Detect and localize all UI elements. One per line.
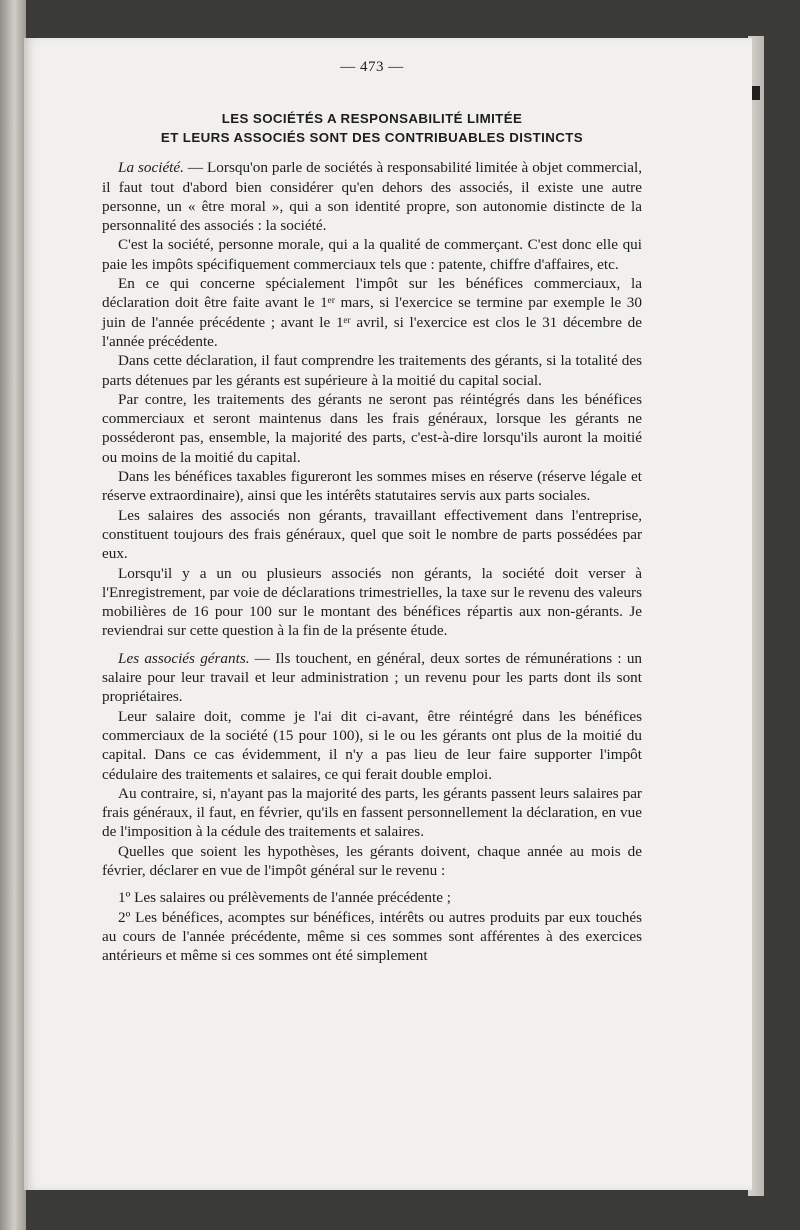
- paragraph-la-societe: [102, 158, 642, 235]
- paragraph: Leur salaire doit, comme je l'ai dit ci-avant, être réintégré dans les bénéfices commerciaux de la société (15 pour 100), si le ou les gérants ont plus de la moitié du capital. Dans ce cas évidemment, il n'y a pas lieu de leur faire supporter l'impôt cédulaire des traitements et salaires, ce qui ferait double emploi.: [102, 707, 642, 783]
- page-number: — 473 —: [340, 59, 404, 75]
- paragraph-lead: Les associés gérants.: [118, 649, 250, 667]
- heading-line-1: LES SOCIÉTÉS A RESPONSABILITÉ LIMITÉE: [221, 111, 523, 127]
- paragraph: Les salaires des associés non gérants, travaillant effectivement dans l'entreprise, constituent toujours des frais généraux, quel que soit le nombre de parts possédées par eux.: [102, 506, 642, 563]
- list-item: 2º Les bénéfices, acomptes sur bénéfices, intérêts ou autres produits par eux touchés au cours de l'année précédente, même si ces sommes sont afférentes à des exercices antérieurs et même si ces sommes ont été simplement: [102, 908, 642, 965]
- paragraph: Lorsqu'il y a un ou plusieurs associés non gérants, la société doit verser à l'Enregistrement, par voie de déclarations trimestrielles, la taxe sur le revenu des valeurs mobilières de 16 pour 100 sur le montant des bénéfices répartis aux non-gérants. Je reviendrai sur cette question à la fin de la présente étude.: [102, 564, 642, 640]
- paragraph-text: — Lorsqu'on parle de sociétés à responsabilité limitée à objet commercial, il faut tout d'abord bien considérer qu'en dehors des associés, il existe une autre personne, un « être moral », qui a son identité propre, son autonomie distincte de la personnalité des associés : la société.: [102, 159, 642, 235]
- paragraph: Par contre, les traitements des gérants ne seront pas réintégrés dans les bénéfices commerciaux et seront maintenus dans les frais généraux, lorsque les gérants ne posséderont pas, ensemble, la majorité des parts, c'est-à-dire lorsqu'ils auront la moitié ou moins de la moitié du capital.: [102, 390, 642, 466]
- paragraph-associes-gerants: [102, 649, 642, 707]
- page-content: [102, 58, 642, 965]
- page-tab-marker: [752, 86, 760, 100]
- paragraph: En ce qui concerne spécialement l'impôt sur les bénéfices commerciaux, la déclaration doit être faite avant le 1ᵉʳ mars, si l'exercice se termine par exemple le 30 juin de l'année précédente ; avant le 1ᵉʳ avril, si l'exercice est clos le 31 décembre de l'année précédente.: [102, 275, 642, 350]
- list-item: 1º Les salaires ou prélèvements de l'année précédente ;: [118, 889, 451, 907]
- facing-page-edge: [0, 0, 26, 1230]
- section-heading: [102, 109, 642, 147]
- paragraph: Au contraire, si, n'ayant pas la majorité des parts, les gérants passent leurs salaires par frais généraux, il faut, en février, qu'ils en fassent personnellement la déclaration, en vue de l'imposition à la cédule des traitements et salaires.: [102, 784, 642, 841]
- paragraph: Dans les bénéfices taxables figureront les sommes mises en réserve (réserve légale et réserve extraordinaire), ainsi que les intérêts statutaires servis aux parts sociales.: [102, 468, 642, 505]
- paragraph: Dans cette déclaration, il faut comprendre les traitements des gérants, si la totalité des parts détenues par les gérants est supérieure à la moitié du capital social.: [102, 352, 642, 389]
- paragraph: Quelles que soient les hypothèses, les gérants doivent, chaque année au mois de février, déclarer en vue de l'impôt général sur le revenu :: [102, 842, 642, 879]
- paragraph-text: — Ils touchent, en général, deux sortes de rémunérations : un salaire pour leur travail et leur administration ; un revenu pour les parts dont ils sont propriétaires.: [102, 649, 643, 706]
- heading-line-2: ET LEURS ASSOCIÉS SONT DES CONTRIBUABLES DISTINCTS: [160, 130, 584, 146]
- paragraph: C'est la société, personne morale, qui a la qualité de commerçant. C'est donc elle qui paie les impôts spécifiquement commerciaux tels que : patente, chiffre d'affaires, etc.: [102, 236, 642, 273]
- paragraph-lead: La société.: [118, 159, 184, 177]
